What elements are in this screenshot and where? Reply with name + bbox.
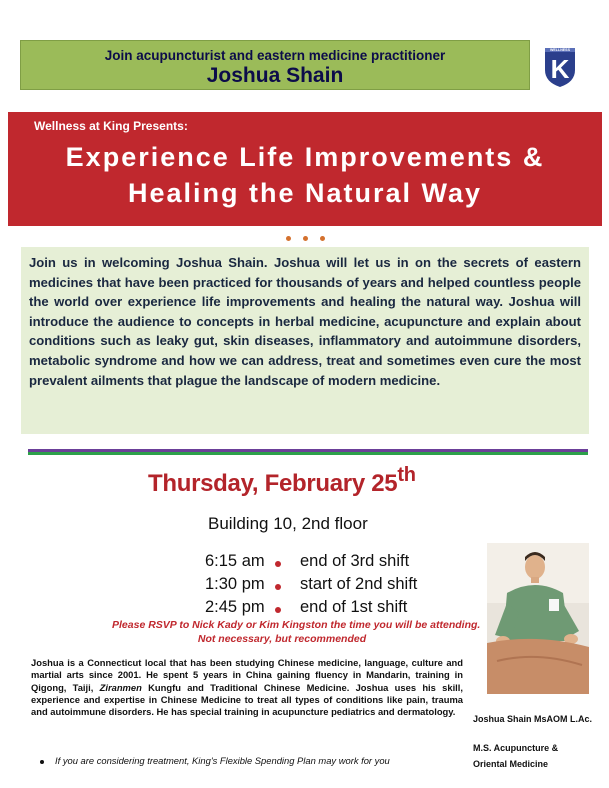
wellness-king-logo (543, 42, 577, 88)
photo-caption-degree: M.S. Acupuncture & Oriental Medicine (473, 743, 559, 769)
schedule-time: 2:45 pm (205, 598, 265, 616)
practitioner-photo (487, 543, 589, 694)
bio-text-part-2: Kungfu and Traditional Chinese Medicine. Joshua uses his skill, experience and expertise in Chinese Medicine to treat all types of conditions like pain, trauma and autoimmune disorders. He has special training in acupuncture pediatrics and dermatology. (31, 681, 463, 718)
decorative-dots (282, 233, 330, 243)
invitation-header (20, 40, 530, 90)
practitioner-photo-illustration (487, 543, 589, 694)
divider-green (28, 452, 588, 455)
dot-icon (320, 236, 325, 241)
bio-emphasis: Ziranmen (99, 681, 142, 693)
practitioner-name: Joshua Shain (206, 64, 344, 87)
presents-label: Wellness at King Presents: (34, 119, 188, 133)
bullet-icon (275, 561, 281, 567)
intro-paragraph: Join us in welcoming Joshua Shain. Joshua will let us in on the secrets of eastern medicines that have been practiced for thousands of years and helped countless people the world over experience life improvements and healing the natural way. Joshua will introduce the audience to concepts in herbal medicine, acupuncture and explain about conditions such as leaky gut, skin diseases, inflammatory and autoimmune disorders, metabolic syndrome and how we can address, treat and sometimes even cure the most prevalent ailments that plague the landscape of modern medicine. (29, 255, 581, 388)
schedule-description: end of 1st shift (300, 598, 408, 616)
practitioner-bio (31, 657, 463, 718)
banner-title-line-1: Experience Life Improvements & (65, 142, 545, 172)
dot-icon (303, 236, 308, 241)
invitation-line: Join acupuncturist and eastern medicine practitioner (104, 48, 446, 63)
banner-title-line-2: Healing the Natural Way (127, 178, 483, 208)
event-date (148, 464, 416, 498)
rsvp-note: Not necessary, but recommended (197, 633, 367, 645)
dot-icon (286, 236, 291, 241)
event-location: Building 10, 2nd floor (208, 514, 368, 533)
intro-section (21, 247, 589, 434)
rsvp-line: Please RSVP to Nick Kady or Kim Kingston the time you will be attending. (112, 619, 481, 631)
logo-letter: K (550, 54, 570, 84)
schedule-time: 1:30 pm (205, 575, 265, 593)
event-date-text: Thursday, February 25 (148, 470, 398, 497)
bullet-icon (275, 607, 281, 613)
event-date-suffix: th (397, 464, 416, 486)
bullet-icon (40, 760, 44, 764)
schedule-description: end of 3rd shift (300, 552, 410, 570)
bullet-icon (275, 584, 281, 590)
event-banner (8, 112, 602, 226)
spending-plan-note: If you are considering treatment, King's Flexible Spending Plan may work for you (55, 755, 390, 766)
bio-text-part-1: Joshua is a Connecticut local that has been studying Chinese medicine, language, culture and martial arts since 2001. He spent 5 years in China gaining fluency in Mandarin, training in Qigong, Taiji, (31, 657, 463, 693)
schedule-description: start of 2nd shift (300, 575, 418, 593)
schedule-time: 6:15 am (205, 552, 265, 570)
photo-caption-name: Joshua Shain MsAOM L.Ac. (473, 714, 593, 724)
logo-wordmark: WELLNESS (550, 48, 570, 53)
